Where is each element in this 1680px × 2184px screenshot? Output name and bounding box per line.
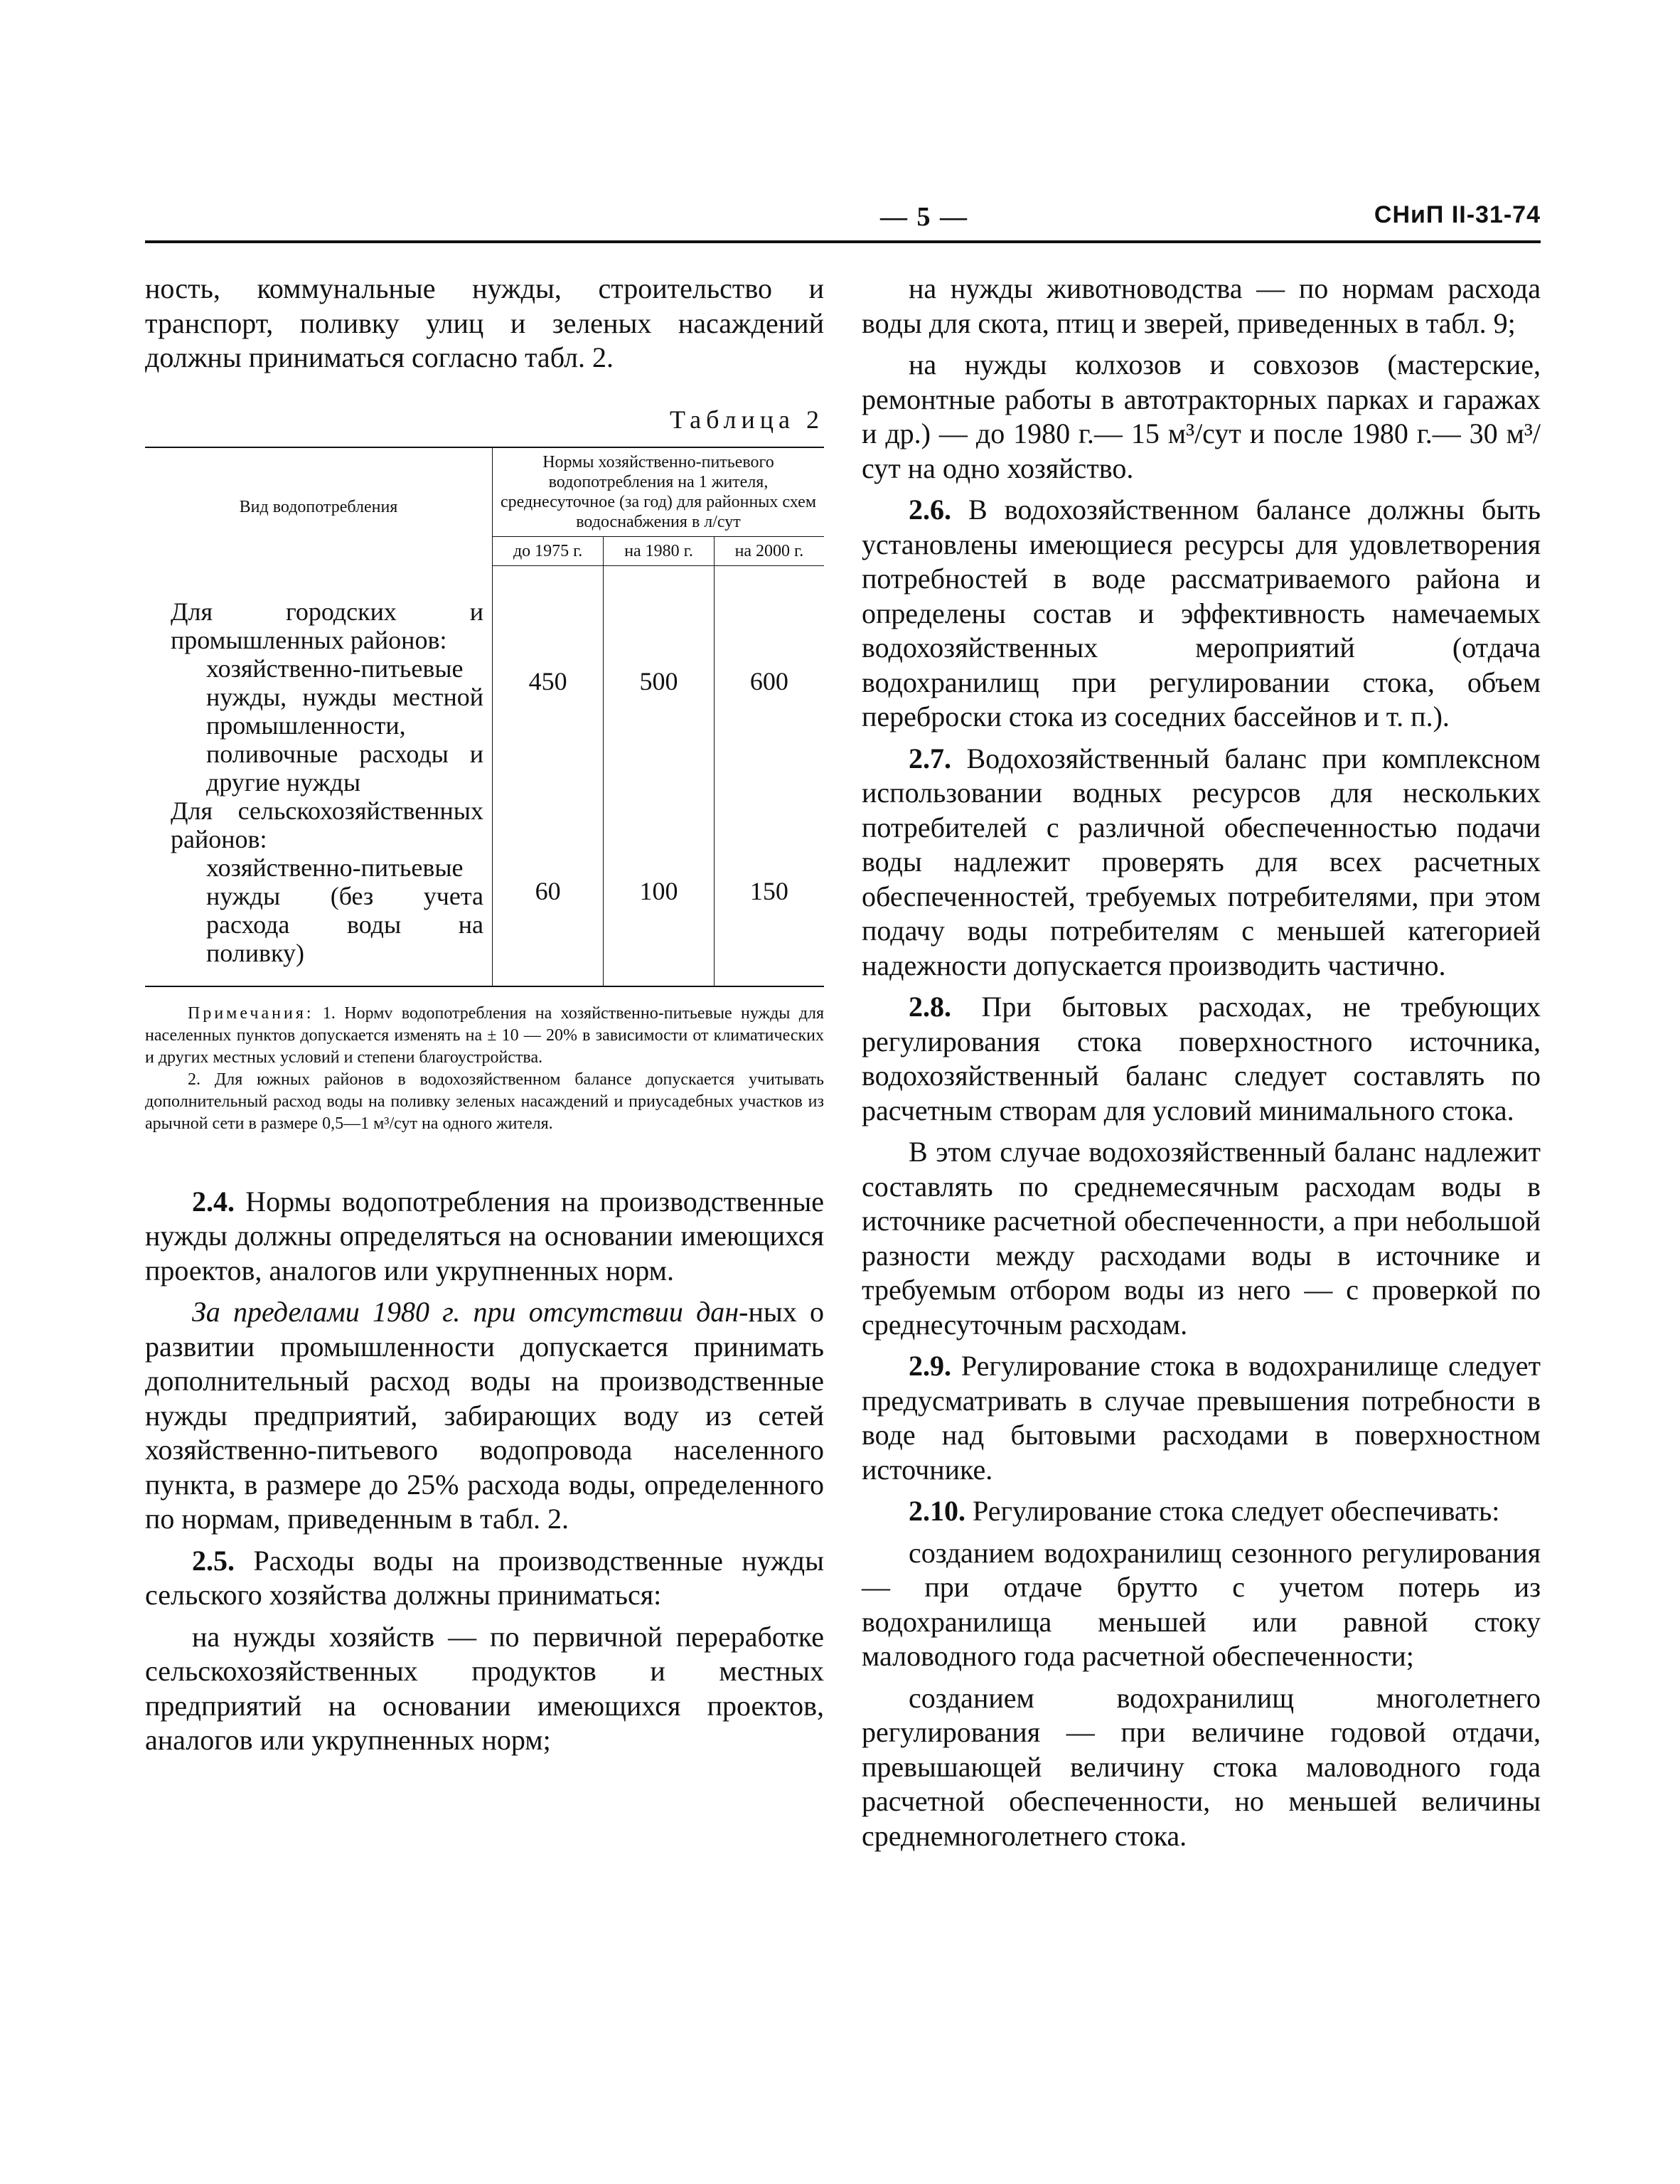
paragraph-2-8: При бытовых расходах, не требующих регулирования стока поверхностного источника, водохозяйственный баланс следует составлять по расчетным створам для условий минимального стока. (862, 991, 1541, 1126)
section-number: 2.9. (909, 1350, 951, 1382)
table-group1-title: Для городских и промышленных районов: (171, 597, 483, 654)
water-norms-table (145, 447, 824, 987)
paragraph-2-10-a: созданием водохранилищ сезонного регулирования — при отдаче брутто с учетом потерь из водохранилища меньшей или равной стоку маловодного года расчетной обеспеченности; (862, 1536, 1541, 1672)
page-header (145, 201, 1541, 244)
paragraph-2-6: В водохозяйственном балансе должны быть установлены имеющиеся ресурсы для удовлетворения потребностей в воде рассматриваемого района и определены состав и эффективность намечаемых водохозяйственных мероприятий (отдача водохранилищ при регулировании стока, объем переброски стока из соседних бассейнов и т. п.). (862, 494, 1541, 733)
page-number: — 5 — (880, 202, 968, 232)
table-group1-text: хозяйственно-питьевые нужды, нужды местной промышленности, поливочные расходы и другие нужды (206, 654, 483, 797)
paragraph-2-4-italic: За пределами 1980 г. при отсутствии дан- (192, 1296, 749, 1328)
header-rule (145, 240, 1541, 243)
paragraph-2-10-b: созданием водохранилищ многолетнего регулирования — при величине годовой отдачи, превышающей величину стока маловодного года расчетной обеспеченности, но меньшей величины среднемноголетнего стока. (862, 1681, 1541, 1852)
left-column (145, 272, 824, 1758)
table-cell: 100 (604, 797, 715, 986)
paragraph-2-10: Регулирование стока следует обеспечивать: (973, 1495, 1500, 1527)
table-year-header: на 2000 г. (714, 537, 824, 566)
table-row (145, 566, 824, 797)
intro-paragraph: ность, коммунальные нужды, строительство и транспорт, поливку улиц и зеленых насаждений должны приниматься согласно табл. 2. (145, 272, 824, 373)
document-code: СНиП II-31-74 (1374, 201, 1541, 228)
table-col-header-type: Вид водопотребления (145, 447, 493, 566)
paragraph-2-9: Регулирование стока в водохранилище следует предусматривать в случае превышения потребности в воде над бытовыми расходами в поверхностном источнике. (862, 1350, 1541, 1486)
table-notes (145, 1003, 824, 1135)
table-cell: 150 (749, 876, 788, 905)
table-group2-text: хозяйственно-питьевые нужды (без учета расхода воды на поливку) (206, 853, 483, 967)
table-row (145, 797, 824, 986)
table-year-header: на 1980 г. (604, 537, 715, 566)
table-title: Таблица 2 (670, 405, 824, 434)
table-group2-title: Для сельскохозяйственных районов: (171, 796, 483, 853)
table-group-header: Нормы хозяйственно-питьевого водопотребления на 1 жителя, среднесуточное (за год) для районных схем водоснабжения в л/сут (493, 447, 825, 537)
table-year-header: до 1975 г. (493, 537, 604, 566)
table-cell: 450 (493, 566, 604, 797)
section-number: 2.6. (909, 494, 951, 526)
paragraph-2-7: Водохозяйственный баланс при комплексном использовании водных ресурсов для нескольких потребителей с различной обеспеченностью подачи воды надлежит проверять для всех расчетных обеспеченностей, требуемых потребителями, при этом подачу воды потребителям с меньшей категорией надежности допускается производить частично. (862, 742, 1541, 981)
paragraph-2-8-cont: В этом случае водохозяйственный баланс надлежит составлять по среднемесячным расходам воды в источнике расчетной обеспеченности, а при небольшой разности между расходами воды в источнике и требуемым отбором воды из него — с проверкой по среднесуточным расходам. (862, 1136, 1541, 1341)
section-number: 2.4. (192, 1185, 235, 1218)
paragraph-2-4-cont: ных о развитии промышленности допускается принимать дополнительный расход воды на производственные нужды предприятий, забирающих воду из сетей хозяйственно-питьевого водопровода населенного пункта, в размере до 25% расхода воды, определенного по нормам, приведенным в табл. 2. (145, 1296, 824, 1535)
section-number: 2.7. (909, 742, 951, 774)
right-column (862, 272, 1541, 1853)
notes-label: Примечания: (188, 1003, 314, 1023)
paragraph-2-5: Расходы воды на производственные нужды сельского хозяйства должны приниматься: (145, 1544, 825, 1611)
section-number: 2.8. (909, 991, 951, 1023)
table-cell: 500 (604, 566, 715, 797)
note-2: 2. Для южных районов в водохозяйственном балансе допускается учитывать дополнительный расход воды на поливку зеленых насаждений и приусадебных участков из арычной сети в размере 0,5—1 м³/сут на одного жителя. (145, 1070, 824, 1133)
paragraph-2-5-a: на нужды хозяйств — по первичной переработке сельскохозяйственных продуктов и местных предприятий на основании имеющихся проектов, аналогов или укрупненных норм; (145, 1620, 824, 1756)
section-number: 2.10. (909, 1495, 965, 1527)
section-number: 2.5. (192, 1544, 235, 1577)
paragraph-livestock: на нужды животноводства — по нормам расхода воды для скота, птиц и зверей, приведенных в табл. 9; (862, 272, 1541, 339)
table-cell: 600 (749, 666, 788, 696)
paragraph-2-4: Нормы водопотребления на производственные нужды должны определяться на основании имеющихся проектов, аналогов или укрупненных норм. (145, 1185, 824, 1287)
table-cell: 60 (493, 797, 604, 986)
paragraph-collective-farms: на нужды колхозов и совхозов (мастерские, ремонтные работы в автотракторных парках и гаражах и др.) — до 1980 г.— 15 м³/сут и после 1980 г.— 30 м³/сут на одно хозяйство. (862, 348, 1541, 484)
note-1: 1. Нормv водопотребления на хозяйственно-питьевые нужды для населенных пунктов допускается изменять на ± 10 — 20% в зависимости от климатических и других местных условий и степени благоустройства. (145, 1003, 824, 1067)
